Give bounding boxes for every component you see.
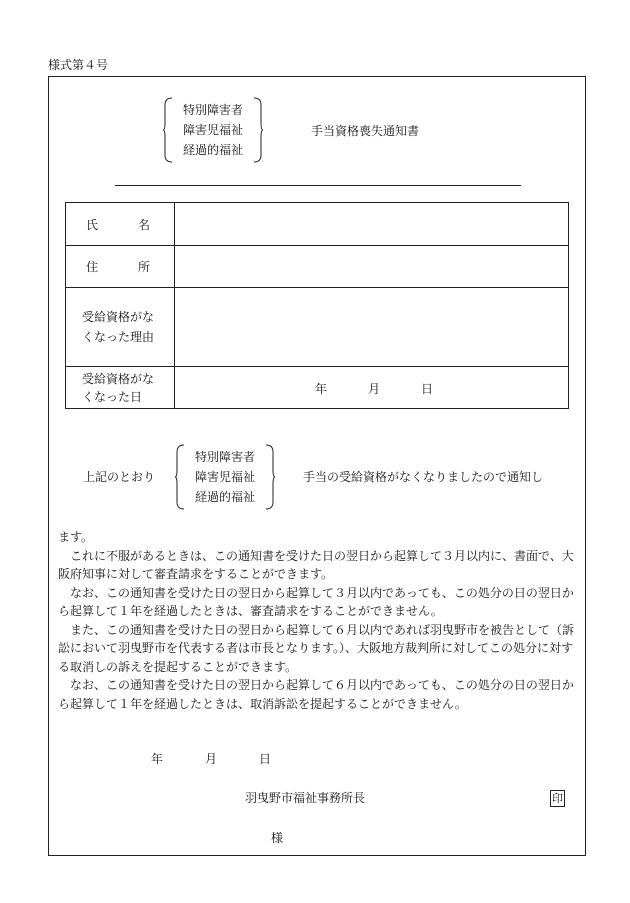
title-underline (115, 185, 521, 186)
address-label-cell (66, 246, 175, 288)
address-value-cell (175, 246, 569, 288)
paragraph: なお、この通知書を受けた日の翌日から起算して３月以内であっても、この処分の日の翌日から起算して１年を経過したときは、審査請求をすることができません。 (58, 585, 574, 618)
right-brace-icon (265, 444, 275, 510)
notice-body (58, 528, 578, 713)
address-label-2: 所 (137, 260, 150, 274)
notice-lead: 上記のとおり (83, 470, 156, 484)
footer-day-label: 日 (259, 752, 272, 766)
paragraph: ます。 (58, 530, 94, 544)
notice-form-frame (48, 76, 586, 856)
reason-label-line: くなった理由 (82, 330, 155, 344)
left-brace-icon (163, 97, 173, 163)
date-label-cell (66, 367, 175, 409)
name-label-cell (66, 203, 175, 246)
title-brace-items (173, 97, 253, 163)
issuer-name: 羽曳野市福祉事務所長 (245, 791, 366, 805)
left-brace-icon (175, 444, 185, 510)
seal-mark: 印 (552, 792, 563, 805)
footer-year-label: 年 (151, 752, 164, 766)
paragraph: これに不服があるときは、この通知書を受けた日の翌日から起算して３月以内に、書面で、大阪府知事に対して審査請求をすることができます。 (58, 548, 574, 581)
brace-item: 障害児福祉 (195, 470, 256, 484)
table-row (66, 203, 569, 246)
date-value-cell (175, 367, 569, 409)
brace-item: 障害児福祉 (183, 123, 244, 137)
addressee-suffix: 様 (271, 831, 284, 845)
right-brace-icon (253, 97, 263, 163)
reason-value-cell (175, 288, 569, 367)
notice-tail: 手当の受給資格がなくなりましたので通知し (303, 470, 544, 484)
reason-label-line: 受給資格がな (82, 310, 155, 324)
brace-item: 経過的福祉 (183, 143, 244, 157)
table-row (66, 246, 569, 288)
date-year-label: 年 (315, 382, 328, 396)
date-month-label: 月 (368, 382, 381, 396)
date-label-line: 受給資格がな (82, 371, 155, 386)
name-label-1: 氏 (86, 217, 99, 232)
notice-brace-group (175, 444, 275, 510)
document-title: 手当資格喪失通知書 (311, 124, 420, 138)
recipient-info-table (65, 202, 569, 409)
date-day-label: 日 (421, 382, 434, 396)
paragraph: また、この通知書を受けた日の翌日から起算して６月以内であれば羽曳野市を被告として（訴訟において羽曳野市を代表する者は市長となります。）、大阪地方裁判所に対してこの処分に対する取消しの訴えを提起することができます。 (58, 622, 575, 674)
address-label-1: 住 (86, 260, 99, 274)
table-row (66, 288, 569, 367)
title-brace-group (163, 97, 263, 163)
brace-item: 特別障害者 (183, 103, 244, 117)
brace-item: 経過的福祉 (195, 490, 256, 504)
form-number: 様式第４号 (48, 58, 109, 72)
date-label-line: くなった日 (82, 389, 143, 404)
table-row (66, 367, 569, 409)
notice-brace-items (185, 444, 265, 510)
paragraph: なお、この通知書を受けた日の翌日から起算して６月以内であっても、この処分の日の翌日から起算して１年を経過したときは、取消訴訟を提起することができません。 (58, 678, 574, 711)
name-value-cell (175, 203, 569, 246)
footer-month-label: 月 (205, 752, 218, 766)
reason-label-cell (66, 288, 175, 367)
name-label-2: 名 (137, 217, 150, 232)
brace-item: 特別障害者 (195, 450, 256, 464)
